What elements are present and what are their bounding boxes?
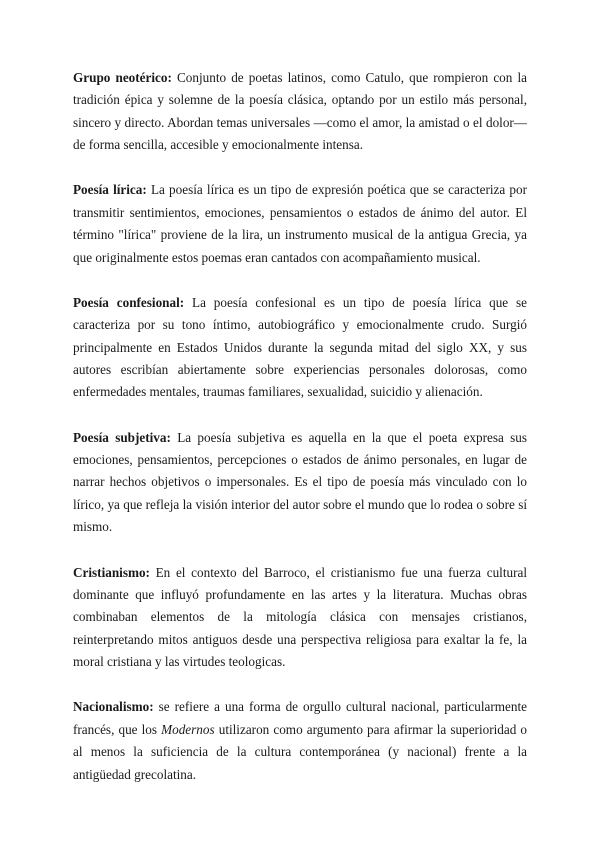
entry-poesia-confesional bbox=[73, 292, 527, 404]
entry-term: Poesía confesional: bbox=[73, 294, 185, 310]
entry-term: Poesía subjetiva: bbox=[73, 429, 171, 445]
entry-nacionalismo bbox=[73, 696, 527, 786]
entry-grupo-neoterico bbox=[73, 67, 527, 157]
entry-term: Cristianismo: bbox=[73, 564, 150, 580]
entry-definition: La poesía confesional es un tipo de poesía lírica que se caracteriza por su tono íntimo, autobiográfico y emocionalmente crudo. Surgió principalmente en Estados Unidos durante la segunda mitad del siglo XX, y sus autores escribían abiertamente sobre experiencias personales dolorosas, como enfermedades mentales, traumas familiares, sexualidad, suicidio y alienación. bbox=[73, 294, 528, 400]
definition-text: utilizaron como argumento para afirmar la superioridad o al menos la suficiencia de la cultura contemporánea (y nacional) frente a la antigüedad grecolatina. bbox=[73, 721, 527, 782]
entry-term: Nacionalismo: bbox=[73, 699, 154, 715]
entry-definition: En el contexto del Barroco, el cristianismo fue una fuerza cultural dominante que influyó profundamente en las artes y la literatura. Muchas obras combinaban elementos de la mitología clásica con mensajes cristianos, reinterpretando mitos antiguos desde una perspectiva religiosa para exaltar la fe, la moral cristiana y las virtudes teologicas. bbox=[73, 564, 528, 670]
entry-cristianismo bbox=[73, 562, 527, 674]
entry-poesia-lirica bbox=[73, 179, 527, 269]
definition-italic-term: Modernos bbox=[161, 721, 215, 737]
document-page bbox=[73, 67, 527, 809]
entry-definition: Conjunto de poetas latinos, como Catulo, que rompieron con la tradición épica y solemne de la poesía clásica, optando por un estilo más personal, sincero y directo. Abordan temas universales —como el amor, la amistad o el dolor— de forma sencilla, accesible y emocionalmente intensa. bbox=[73, 70, 528, 153]
entry-definition: La poesía subjetiva es aquella en la que el poeta expresa sus emociones, pensamientos, percepciones o estados de ánimo personales, en lugar de narrar hechos objetivos o impersonales. Es el tipo de poesía más vinculado con lo lírico, ya que refleja la visión interior del autor sobre el mundo que lo rodea o sobre sí mismo. bbox=[73, 429, 527, 535]
definition-text: se refiere a una forma de orgullo cultural nacional, particularmente francés, que los bbox=[73, 699, 528, 737]
entry-term: Grupo neotérico: bbox=[73, 70, 172, 85]
entry-definition: La poesía lírica es un tipo de expresión poética que se caracteriza por transmitir sentimientos, emociones, pensamientos o estados de ánimo del autor. El término "lírica" proviene de la lira, un instrumento musical de la antigua Grecia, ya que originalmente estos poemas eran cantados con acompañamiento musical. bbox=[73, 182, 528, 265]
entry-term: Poesía lírica: bbox=[73, 182, 147, 198]
entry-poesia-subjetiva bbox=[73, 427, 527, 539]
